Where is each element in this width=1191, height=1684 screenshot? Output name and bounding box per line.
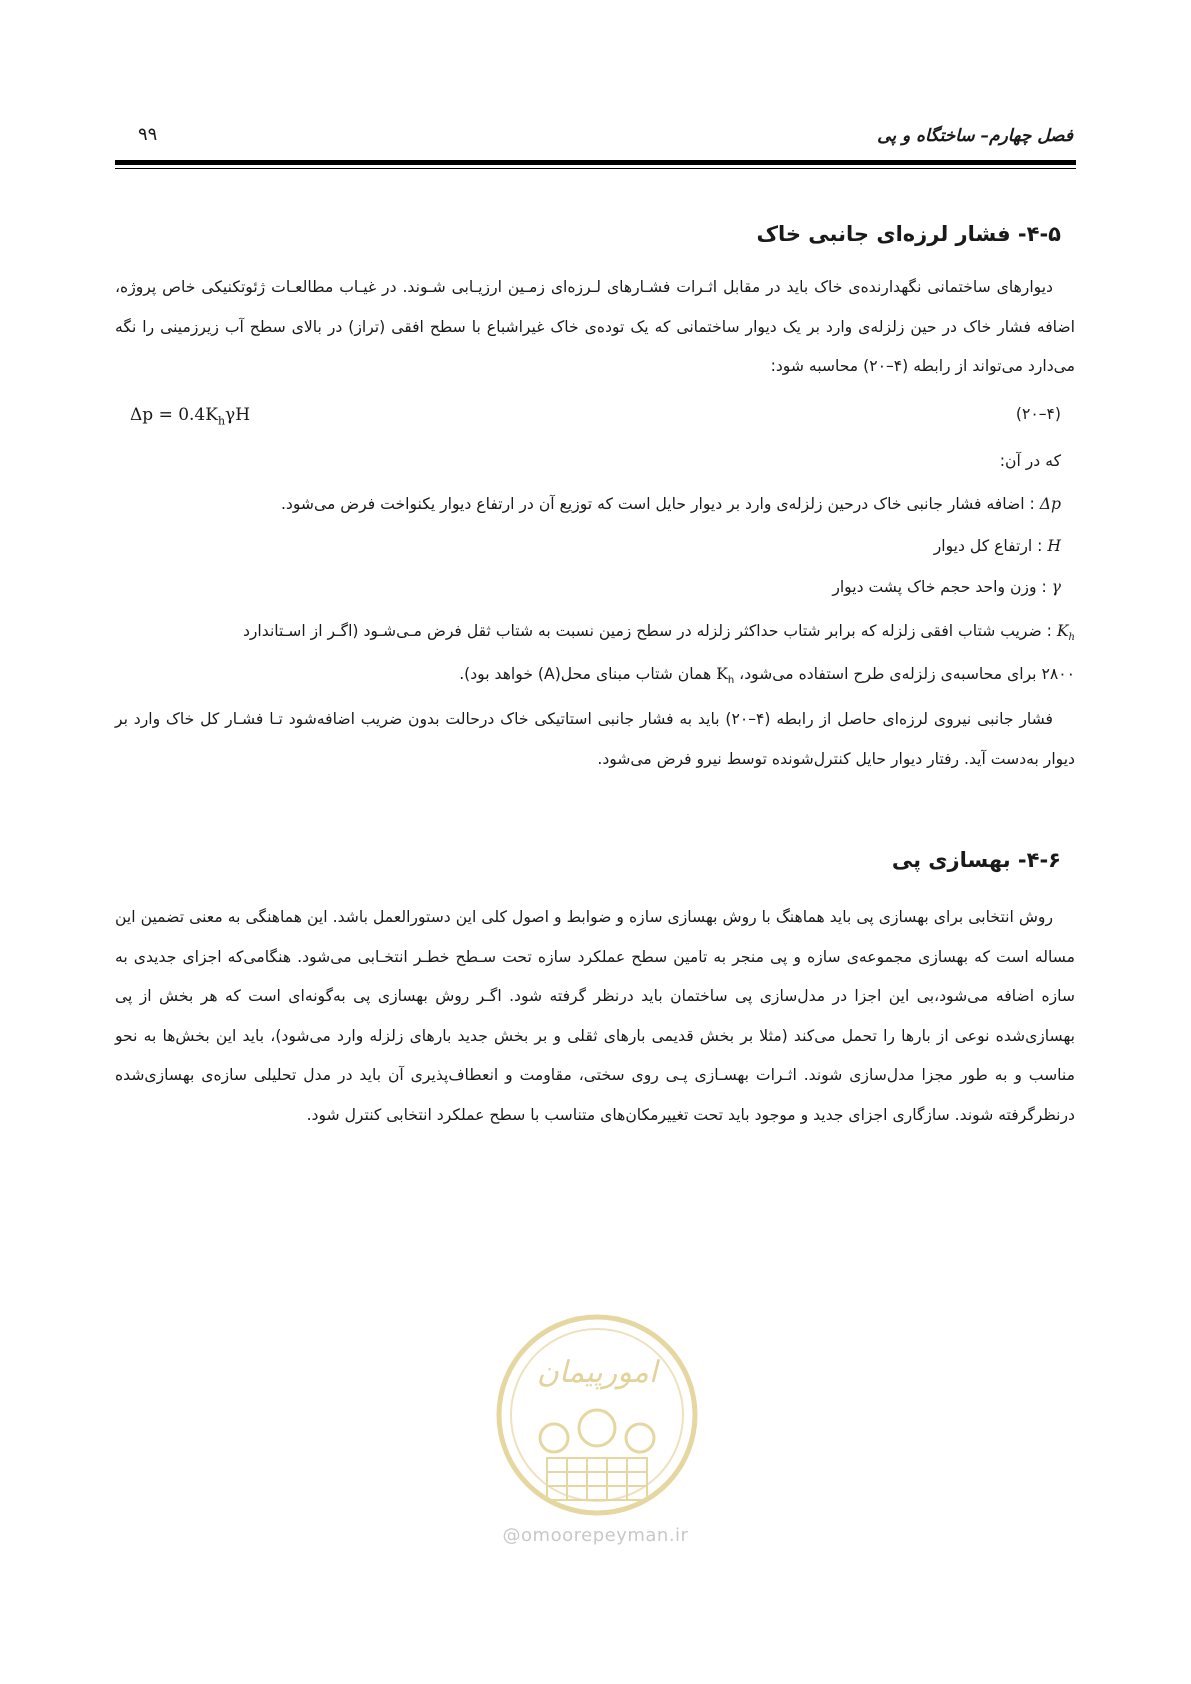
equation-4-20 bbox=[130, 405, 250, 427]
stamp-logo-text: امورپیمان bbox=[536, 1355, 658, 1390]
section-4-5-closing-paragraph: فشار جانبی نیروی لرزه‌ای حاصل از رابطه (۴–۲۰) باید به فشار جانبی استاتیکی خاک درحالت بدون ضریب اضافه‌شود تـا فشـار کل خاک وارد بر دیوار به‌دست آید. رفتار دیوار حایل کنترل‌شونده توسط نیرو فرض می‌شود. bbox=[115, 710, 1075, 768]
delta-p-text: : اضافه فشار جانبی خاک درحین زلزله‌ی وارد بر دیوار حایل است که توزیع آن در ارتفاع دیوار یکنواخت فرض می‌شود. bbox=[280, 495, 1040, 513]
gamma-text: : وزن واحد حجم خاک پشت دیوار bbox=[832, 578, 1052, 596]
chapter-running-head: فصل چهارم– ساختگاه و پی bbox=[877, 126, 1073, 146]
definition-h bbox=[934, 537, 1061, 555]
definition-gamma bbox=[832, 578, 1061, 596]
kh-inline-subscript: h bbox=[727, 675, 735, 687]
formula-lhs: Δp = 0.4K bbox=[130, 405, 218, 425]
section-4-5-paragraph: دیوارهای ساختمانی نگهدارنده‌ی خاک باید در مقابل اثـرات فشـارهای لـرزه‌ای زمـین ارزیـابی شـوند. در غیـاب مطالعـات ژئوتکنیکی خاص پروژه، اضافه فشار خاک در حین زلزله‌ی وارد بر یک دیوار ساختمانی که یک توده‌ی خاک غیراشباع با سطح افقی (تراز) در بالای سطح آب زیرزمینی را نگه می‌دارد می‌تواند از رابطه (۴–۲۰) محاسبه شود: bbox=[115, 278, 1075, 375]
formula-rhs: γH bbox=[225, 405, 251, 425]
section-title-4-6: ۴-۶- بهسازی پی bbox=[891, 848, 1061, 872]
definition-kh-line-2 bbox=[459, 665, 1075, 686]
header-rule-thick bbox=[115, 160, 1076, 165]
equation-number: (۴–۲۰) bbox=[1015, 405, 1061, 423]
page-number: ۹۹ bbox=[138, 124, 158, 145]
header-rule-thin bbox=[115, 168, 1076, 169]
section-title-4-5: ۴-۵- فشار لرزه‌ای جانبی خاک bbox=[756, 222, 1061, 246]
h-symbol: H bbox=[1047, 537, 1061, 555]
kh-inline-symbol: K bbox=[716, 665, 728, 683]
h-text: : ارتفاع کل دیوار bbox=[933, 537, 1048, 555]
where-label: که در آن: bbox=[999, 452, 1061, 470]
definition-delta-p bbox=[281, 495, 1061, 513]
section-4-6-paragraph: روش انتخابی برای بهسازی پی باید هماهنگ با روش بهسازی سازه و ضوابط و اصول کلی این دستورالعمل باشد. این هماهنگی به معنی تضمین این مساله است که بهسازی مجموعه‌ی سازه و پی منجر به تامین سطح عملکرد سازه تحت سـطح خطـر انتخـابی می‌شود. هنگامی‌که اجزای جدیدی به سازه اضافه می‌شود،بی این اجزا در مدل‌سازی پی ساختمان باید درنظر گرفته شود. اگـر روش بهسازی پی به‌گونه‌ای است که هر بخش از پی بهسازی‌شده نوعی از بارها را تحمل می‌کند (مثلا بر بخش قدیمی بارهای ثقلی و بر بخش جدید بارهای زلزله وارد می‌شود)، باید این بخش‌ها به نحو مناسب و به طور مجزا مدل‌سازی شوند. اثـرات بهسـازی پـی روی سختی، مقاومت و انعطاف‌پذیری آن باید در مدل تحلیلی سازه‌ی بهسازی‌شده درنظرگرفته شوند. سازگاری اجزای جدید و موجود باید تحت تغییرمکان‌های متناسب با سطح عملکرد انتخابی کنترل شود. bbox=[115, 908, 1075, 1124]
kh-symbol: K bbox=[1056, 622, 1069, 640]
watermark-stamp-logo bbox=[492, 1310, 702, 1520]
kh-text-2: ۲۸۰۰ برای محاسبه‌ی زلزله‌ی طرح استفاده می‌شود، bbox=[734, 665, 1075, 683]
definition-kh-line-1 bbox=[243, 622, 1075, 643]
kh-text-3: همان شتاب مبنای محل(A) خواهد بود). bbox=[459, 665, 717, 683]
formula-subscript: h bbox=[217, 414, 226, 428]
kh-text-1: : ضریب شتاب افقی زلزله که برابر شتاب حداکثر زلزله در سطح زمین نسبت به شتاب ثقل فرض مـی‌شـود (اگـر از اسـتاندارد bbox=[242, 622, 1057, 640]
gamma-symbol: γ bbox=[1051, 578, 1061, 596]
kh-subscript: h bbox=[1068, 632, 1075, 644]
delta-p-symbol: Δp bbox=[1039, 495, 1061, 513]
watermark-url: @omoorepeyman.ir bbox=[502, 1525, 689, 1546]
